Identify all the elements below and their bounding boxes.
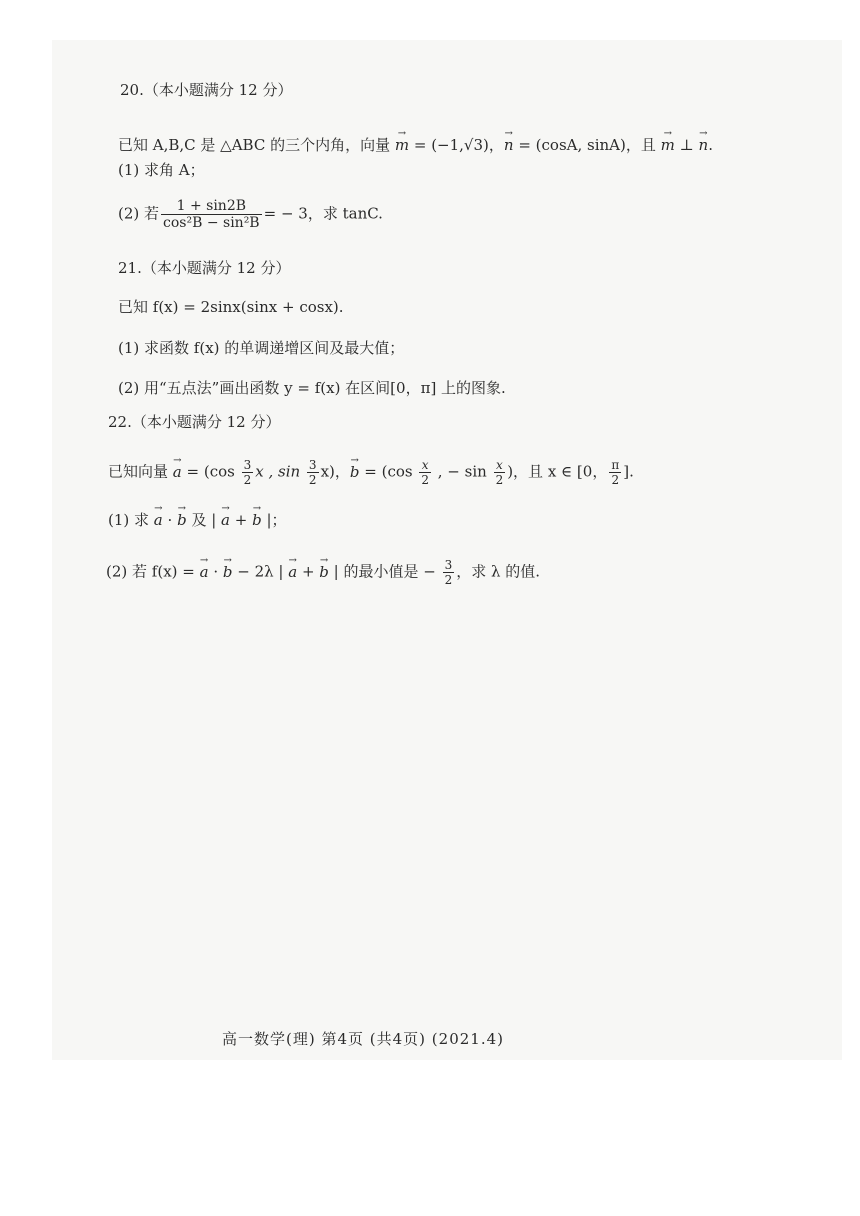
fraction-numerator: 3 [308, 458, 317, 472]
q22-stem-a: 已知向量 [108, 462, 173, 481]
q22-stem-c: x , sin [255, 462, 305, 481]
fraction-3-over-2 [242, 458, 254, 487]
vector-n-2: → n [699, 135, 709, 155]
q22-part2-text-3: | 的最小值是 − [328, 562, 441, 581]
q22-part1-text: (1) 求 [108, 511, 154, 529]
q22-part2 [106, 558, 540, 594]
vector-m: → m [395, 135, 409, 155]
exam-page [52, 40, 842, 1060]
q20-heading: 20.（本小题满分 12 分） [120, 81, 293, 99]
q22-stem-g: )，且 x ∈ [0， [507, 462, 608, 481]
q21-stem: 已知 f(x) = 2sinx(sinx + cosx). [118, 298, 344, 316]
fraction-x-over-2-b [494, 458, 506, 487]
fraction-denominator: 2 [495, 473, 504, 487]
fraction-denominator: 2 [444, 573, 453, 587]
page-footer: 高一数学(理) 第4页 (共4页) (2021.4) [222, 1030, 504, 1048]
q20-part2-prefix: (2) 若 [118, 204, 160, 223]
dot-operator: · [208, 562, 223, 581]
fraction-numerator: x [494, 458, 506, 473]
fraction-numerator: x [419, 458, 431, 473]
q22-stem-b: = (cos [181, 462, 240, 481]
fraction-3-over-2-c [443, 558, 455, 587]
q20-n-value: = (cosA, sinA)，且 [513, 136, 661, 154]
fraction-denominator: 2 [243, 473, 252, 487]
vector-b: → b [177, 510, 187, 530]
vector-b: → b [252, 510, 262, 530]
q22-stem-f: , − sin [432, 462, 492, 481]
fraction-denominator: cos²B − sin²B [163, 215, 260, 231]
q20-part2-suffix: = − 3，求 tanC. [263, 204, 383, 223]
q22-part2-text: (2) 若 f(x) = [106, 562, 200, 581]
q21-heading: 21.（本小题满分 12 分） [118, 259, 291, 277]
plus-operator: + [229, 511, 253, 529]
fraction-numerator: 3 [243, 458, 252, 472]
fraction-denominator: 2 [611, 473, 620, 487]
q22-stem-h: ]. [623, 462, 634, 481]
q22-stem-e: = (cos [359, 462, 418, 481]
fraction-numerator: 1 + sin2B [161, 198, 262, 215]
q20-part1: (1) 求角 A； [118, 161, 205, 179]
perp-symbol: ⊥ [674, 136, 699, 154]
dot-operator: · [162, 511, 178, 529]
fraction-3-over-2-b [307, 458, 319, 487]
vector-a: → a [221, 510, 230, 530]
q20-stem-end: . [708, 136, 713, 154]
q22-part1 [108, 510, 287, 530]
q22-heading: 22.（本小题满分 12 分） [108, 413, 281, 431]
vector-a: → a [154, 510, 163, 530]
q22-part1-end: |； [261, 511, 287, 529]
fraction-x-over-2 [419, 458, 431, 487]
q21-part2: (2) 用“五点法”画出函数 y = f(x) 在区间[0，π] 上的图象. [118, 379, 506, 397]
fraction-numerator: 3 [444, 558, 453, 572]
vector-m-2: → m [661, 135, 675, 155]
q22-part2-end: ，求 λ 的值. [456, 562, 541, 581]
vector-b: → b [319, 562, 329, 582]
fraction-denominator: 2 [308, 473, 317, 487]
vector-a: → a [288, 562, 297, 582]
q22-part2-text-2: − 2λ | [232, 562, 289, 581]
vector-b: → b [223, 562, 233, 582]
q20-stem [118, 135, 713, 155]
q20-m-value: = (−1,√3)， [409, 136, 504, 154]
fraction-denominator: 2 [421, 473, 429, 487]
q20-stem-text: 已知 A,B,C 是 △ABC 的三个内角，向量 [118, 136, 395, 154]
q20-part2 [118, 198, 383, 234]
vector-b: → b [350, 462, 360, 482]
plus-operator: + [297, 562, 320, 581]
fraction-pi-over-2 [609, 458, 621, 487]
fraction-numerator: π [611, 458, 620, 472]
vector-a: → a [173, 462, 182, 482]
q21-part1: (1) 求函数 f(x) 的单调递增区间及最大值； [118, 339, 405, 357]
vector-a: → a [200, 562, 209, 582]
q22-stem [108, 458, 634, 494]
q22-part1-text-2: 及 | [186, 511, 222, 529]
q22-stem-d: x)， [320, 462, 350, 481]
vector-n: → n [504, 135, 514, 155]
q20-part2-fraction [161, 198, 262, 231]
